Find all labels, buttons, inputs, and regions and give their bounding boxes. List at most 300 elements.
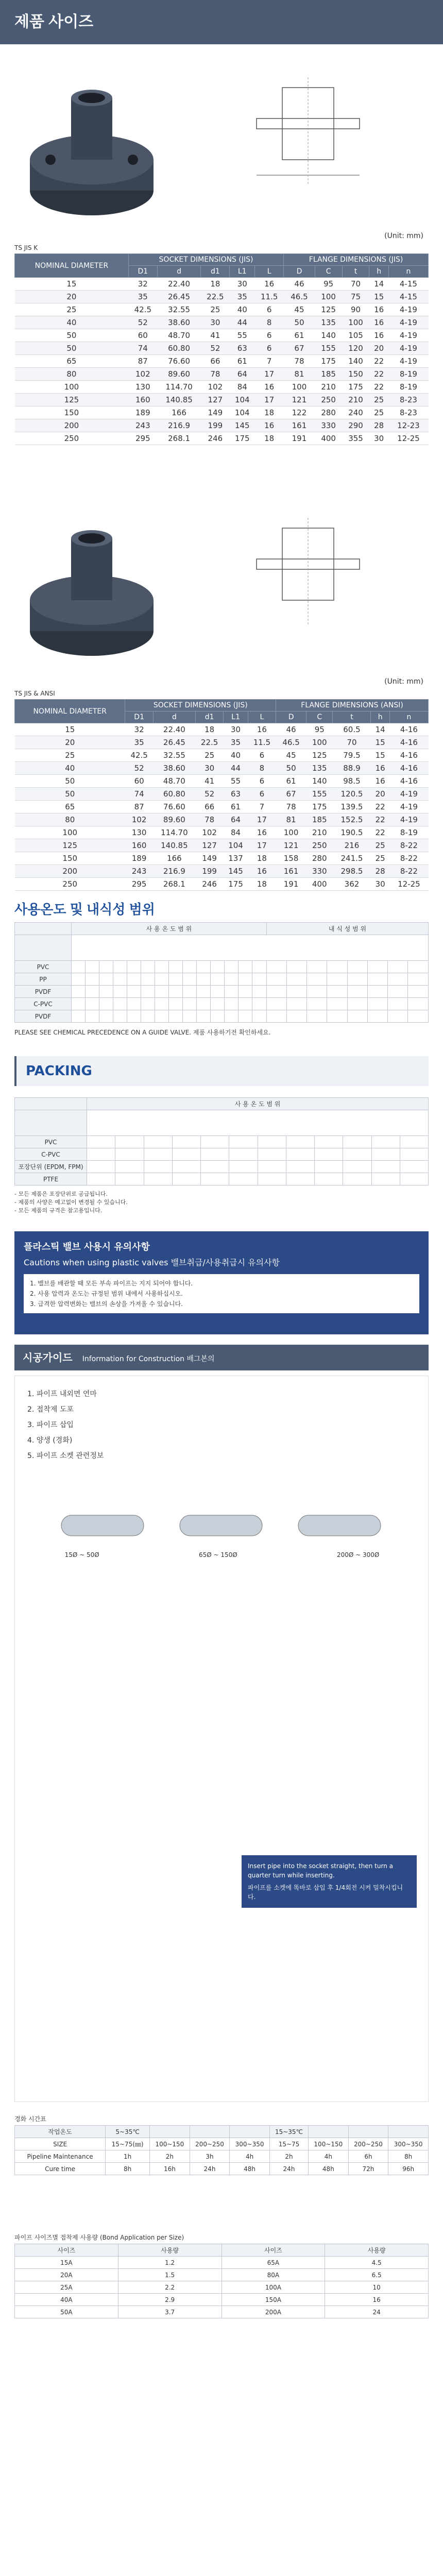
table-cell: 149 (201, 406, 230, 419)
material-label: PVC (15, 961, 72, 973)
col-header: n (389, 711, 428, 723)
header-cell: 사이즈 (15, 2244, 118, 2257)
packing-note: - 모든 제품의 규격은 참고용입니다. (14, 1207, 103, 1214)
angle-labels (15, 1551, 429, 1558)
table-row (15, 723, 429, 736)
table-row (15, 394, 429, 406)
table-cell: 89.60 (157, 368, 201, 381)
packing-table (14, 1097, 429, 1185)
material-label: PVDF (15, 986, 72, 998)
table-cell: 400 (306, 878, 333, 891)
packing-cell (172, 1136, 200, 1148)
header-cell (150, 2126, 190, 2138)
table-cell: 48h (309, 2163, 349, 2175)
packing-cell (371, 1148, 400, 1161)
group-flange-2: FLANGE DIMENSIONS (ANSI) (276, 700, 429, 711)
table-row (15, 355, 429, 368)
table-cell: 104 (230, 406, 255, 419)
table-cell: 61 (284, 329, 315, 342)
table-cell: 4-16 (389, 736, 428, 749)
table-cell: 2.2 (118, 2281, 222, 2294)
table-cell: 149 (195, 852, 223, 865)
table-cell: 48.70 (153, 775, 195, 788)
usage-cell (155, 1010, 169, 1023)
table-cell: 20 (371, 788, 389, 801)
table-cell: 18 (201, 278, 230, 291)
header-cell (309, 2126, 349, 2138)
table-cell: 14 (369, 278, 388, 291)
usage-cell (113, 1010, 127, 1023)
table-cell: 61 (230, 355, 255, 368)
table-cell: 140 (306, 775, 333, 788)
usage-cell (183, 998, 197, 1010)
table-cell: 95 (306, 723, 333, 736)
table-cell: 41 (201, 329, 230, 342)
table-cell: 102 (201, 381, 230, 394)
table-cell: 20 (369, 342, 388, 355)
table-cell: 4-19 (388, 303, 428, 316)
table-cell: 22.40 (153, 723, 195, 736)
usage-cell (86, 986, 99, 998)
usage-cell (307, 973, 327, 986)
table-row (15, 342, 429, 355)
usage-cell (127, 961, 141, 973)
table-cell: 295 (128, 432, 157, 445)
usage-cell (367, 961, 387, 973)
table-cell: 250 (315, 394, 342, 406)
table-cell: 40A (15, 2294, 118, 2306)
table-cell: 46 (284, 278, 315, 291)
bond-table (14, 2244, 429, 2318)
table-cell: 16 (371, 762, 389, 775)
table-cell: 330 (306, 865, 333, 878)
packing-cell (201, 1148, 229, 1161)
table-cell: 4-19 (388, 329, 428, 342)
table-cell: 189 (128, 406, 157, 419)
table-cell: 130 (128, 381, 157, 394)
table-cell: 46.5 (284, 291, 315, 303)
table-cell: 87 (125, 801, 153, 814)
table-cell: 65A (222, 2257, 325, 2269)
table-cell: 125 (15, 394, 129, 406)
packing-cell (115, 1173, 144, 1185)
usage-cell (347, 1010, 367, 1023)
table-cell: 190.5 (333, 826, 371, 839)
table-cell: 246 (195, 878, 223, 891)
table-cell: 240 (342, 406, 369, 419)
construction-callout (242, 1855, 417, 1908)
section-title-size: 제품 사이즈 (0, 0, 443, 44)
table-cell: 81 (276, 814, 306, 826)
caution-box (14, 1231, 429, 1334)
table-row (15, 406, 429, 419)
table-cell: 104 (230, 394, 255, 406)
col-header: d1 (201, 266, 230, 278)
table-cell: 25A (15, 2281, 118, 2294)
usage-cell (287, 986, 307, 998)
col-nominal: NOMINAL DIAMETER (15, 254, 129, 278)
usage-cell (169, 973, 183, 986)
table-cell: 50 (276, 762, 306, 775)
usage-temp-header: 사 용 온 도 범 위 (72, 923, 267, 935)
packing-cell (229, 1161, 258, 1173)
packing-cell (229, 1136, 258, 1148)
table-row (15, 749, 429, 762)
table-cell: 120 (342, 342, 369, 355)
table-cell: SIZE (15, 2138, 106, 2150)
table-cell: 10 (325, 2281, 429, 2294)
usage-cell (408, 961, 429, 973)
table-cell: 166 (153, 852, 195, 865)
usage-cell (155, 961, 169, 973)
table-cell: 8-23 (388, 406, 428, 419)
usage-cell (287, 961, 307, 973)
header-cell: 작업온도 (15, 2126, 106, 2138)
table-cell: 102 (195, 826, 223, 839)
usage-cell (238, 998, 252, 1010)
table-cell: 140 (315, 329, 342, 342)
packing-header: 사 용 온 도 범 위 (87, 1098, 429, 1110)
table-cell: 30 (201, 316, 230, 329)
table-cell: 300~350 (230, 2138, 270, 2150)
table-cell: 100 (284, 381, 315, 394)
usage-cell (367, 1010, 387, 1023)
table-cell: 11.5 (248, 736, 276, 749)
table-cell: Cure time (15, 2163, 106, 2175)
table-row (15, 878, 429, 891)
usage-cell (238, 973, 252, 986)
table-cell: 250 (15, 432, 129, 445)
pipe-cutting-illustration (15, 1495, 429, 1572)
usage-cell (252, 973, 267, 986)
table-cell: 16 (255, 381, 284, 394)
usage-cell (169, 986, 183, 998)
packing-cell (286, 1148, 314, 1161)
table-cell: 25 (369, 406, 388, 419)
table-cell: 70 (342, 278, 369, 291)
table-cell: 100 (306, 736, 333, 749)
drawing-panel-1 (14, 57, 429, 445)
table-cell: 66 (195, 801, 223, 814)
usage-cell (86, 961, 99, 973)
table-cell: 16 (255, 419, 284, 432)
table-cell: 50 (284, 316, 315, 329)
table-cell: 105 (342, 329, 369, 342)
angle-label: 15Ø ~ 50Ø (64, 1551, 99, 1558)
usage-cell (225, 961, 238, 973)
table-cell: 1.5 (118, 2269, 222, 2281)
table-row (15, 852, 429, 865)
table-cell: 50 (15, 342, 129, 355)
table-cell: 18 (255, 406, 284, 419)
table-cell: 158 (276, 852, 306, 865)
table-cell: 4-16 (389, 775, 428, 788)
table-cell: 25 (195, 749, 223, 762)
table-row (15, 865, 429, 878)
table-row (15, 2269, 429, 2281)
table-cell: 140.85 (157, 394, 201, 406)
usage-cell (238, 1010, 252, 1023)
table-cell: 25 (201, 303, 230, 316)
table-cell: 175 (315, 355, 342, 368)
packing-cell (115, 1161, 144, 1173)
table-cell: 22 (371, 826, 389, 839)
usage-cell (183, 986, 197, 998)
table-cell: 30 (230, 278, 255, 291)
flange-illustration-2 (14, 502, 429, 688)
packing-cell (144, 1148, 172, 1161)
table-cell: 161 (276, 865, 306, 878)
table-cell: 100 (15, 381, 129, 394)
table-cell: 140.85 (153, 839, 195, 852)
usage-cell (211, 998, 225, 1010)
table-cell: 16 (369, 303, 388, 316)
table-row (15, 801, 429, 814)
table-cell: 8-19 (388, 381, 428, 394)
col-header: D1 (128, 266, 157, 278)
table-cell: 210 (306, 826, 333, 839)
usage-cell (327, 973, 347, 986)
table-cell: 15 (15, 278, 129, 291)
table-cell: 17 (255, 394, 284, 406)
packing-cell (286, 1136, 314, 1148)
table-cell: 98.5 (333, 775, 371, 788)
usage-cell (225, 986, 238, 998)
table-cell: 32 (128, 278, 157, 291)
header-cell: 사용량 (325, 2244, 429, 2257)
table-cell: 200~250 (348, 2138, 388, 2150)
packing-notes (14, 1190, 429, 1214)
table-cell: 298.5 (333, 865, 371, 878)
usage-cell (347, 998, 367, 1010)
table-cell: 52 (128, 316, 157, 329)
table-cell: 216.9 (153, 865, 195, 878)
table-row (15, 736, 429, 749)
table-cell: 145 (230, 419, 255, 432)
dimension-table-1 (14, 253, 429, 445)
usage-cell (347, 986, 367, 998)
table-cell: 6 (248, 788, 276, 801)
table-cell: 295 (125, 878, 153, 891)
table-cell: 55 (224, 775, 248, 788)
table-cell: 44 (230, 316, 255, 329)
caution-item: 2. 사용 압력과 온도는 규정된 범위 내에서 사용하십시오. (30, 1290, 183, 1297)
table-cell: 16 (255, 278, 284, 291)
table-cell: 300~350 (388, 2138, 429, 2150)
table-cell: 15~75(㎜) (106, 2138, 150, 2150)
table-cell: 125 (306, 749, 333, 762)
table-cell: 22 (369, 355, 388, 368)
table-cell: 28 (369, 419, 388, 432)
construction-subtitle: Information for Construction 배그본의 (82, 1355, 215, 1363)
caution-item: 3. 급격한 압력변화는 밸브의 손상을 가져올 수 있습니다. (30, 1300, 183, 1308)
table-cell: 4-19 (389, 801, 428, 814)
table-cell: 140 (342, 355, 369, 368)
table-cell: 67 (276, 788, 306, 801)
table-cell: 4-15 (388, 278, 428, 291)
usage-cell (169, 961, 183, 973)
packing-title-bar (14, 1056, 429, 1086)
table-cell: 75 (342, 291, 369, 303)
table-cell: 127 (201, 394, 230, 406)
packing-note: - 제품의 사양은 예고없이 변경될 수 있습니다. (14, 1199, 128, 1206)
packing-note: - 모든 제품은 포장단위로 공급됩니다. (14, 1191, 108, 1197)
packing-cell (229, 1148, 258, 1161)
table-cell: 32 (125, 723, 153, 736)
usage-cell (266, 961, 286, 973)
table-cell: 100 (15, 826, 125, 839)
table-cell: 4h (230, 2150, 270, 2163)
table-cell: 38.60 (157, 316, 201, 329)
table-cell: 67 (284, 342, 315, 355)
table-cell: 250 (15, 878, 125, 891)
table-cell: 12-25 (389, 878, 428, 891)
usage-cell (197, 986, 211, 998)
table-cell: 24h (190, 2163, 230, 2175)
table-cell: 44 (224, 762, 248, 775)
table-cell: 61 (224, 801, 248, 814)
table-cell: 22 (369, 381, 388, 394)
table-cell: 4-19 (388, 342, 428, 355)
packing-cell (400, 1148, 428, 1161)
packing-cell (343, 1161, 371, 1173)
table-cell: 120.5 (333, 788, 371, 801)
table-cell: 210 (342, 394, 369, 406)
packing-cell (87, 1173, 115, 1185)
table-cell: 2h (269, 2150, 308, 2163)
packing-table-box (14, 1097, 429, 1216)
usage-cell (169, 998, 183, 1010)
table-cell: 20 (15, 291, 129, 303)
table-cell: 15 (369, 291, 388, 303)
table-cell: 125 (315, 303, 342, 316)
packing-cell (144, 1173, 172, 1185)
col-header: D (276, 711, 306, 723)
table-row (15, 419, 429, 432)
col-header: L1 (224, 711, 248, 723)
packing-row (15, 1148, 429, 1161)
table-cell: 15 (15, 723, 125, 736)
table-cell: 2h (150, 2150, 190, 2163)
table-cell: 243 (128, 419, 157, 432)
table-cell: 114.70 (153, 826, 195, 839)
header-cell: 5~35℃ (106, 2126, 150, 2138)
table-row (15, 291, 429, 303)
table-cell: 16 (325, 2294, 429, 2306)
table-cell: 66 (201, 355, 230, 368)
table-cell: 4-19 (389, 814, 428, 826)
caution-title: 플라스틱 밸브 사용시 유의사항 (24, 1242, 150, 1252)
usage-row (15, 998, 429, 1010)
usage-cell (183, 1010, 197, 1023)
table-cell: 6 (255, 342, 284, 355)
usage-cell (141, 961, 155, 973)
table-cell: 24h (269, 2163, 308, 2175)
packing-label: PVC (15, 1136, 87, 1148)
table-row (15, 2257, 429, 2269)
table-cell: 22.5 (195, 736, 223, 749)
table-cell: 122 (284, 406, 315, 419)
usage-row (15, 961, 429, 973)
flange-drawing-1 (14, 57, 429, 242)
table-cell: 121 (276, 839, 306, 852)
table-cell: 8-22 (389, 865, 428, 878)
table-cell: 152.5 (333, 814, 371, 826)
col-header: C (315, 266, 342, 278)
table-row (15, 2163, 429, 2175)
usage-cell (141, 986, 155, 998)
table-cell: 60.80 (153, 788, 195, 801)
table-cell: Pipeline Maintenance (15, 2150, 106, 2163)
table-cell: 41 (195, 775, 223, 788)
usage-cell (99, 961, 113, 973)
table-cell: 8 (255, 316, 284, 329)
table-cell: 166 (157, 406, 201, 419)
packing-cell (400, 1161, 428, 1173)
table-cell: 330 (315, 419, 342, 432)
usage-cell (408, 998, 429, 1010)
table-cell: 160 (128, 394, 157, 406)
table-cell: 4-16 (389, 749, 428, 762)
table-row (15, 2281, 429, 2294)
table-cell: 175 (342, 381, 369, 394)
usage-cell (408, 1010, 429, 1023)
table-cell: 48h (230, 2163, 270, 2175)
table-cell: 22 (369, 368, 388, 381)
packing-cell (258, 1136, 286, 1148)
table-cell: 150A (222, 2294, 325, 2306)
table-cell: 4-19 (389, 788, 428, 801)
table-cell: 210 (315, 381, 342, 394)
usage-cell (252, 961, 267, 973)
table-cell: 268.1 (153, 878, 195, 891)
usage-cell (266, 986, 286, 998)
usage-cell (388, 973, 408, 986)
usage-cell (155, 998, 169, 1010)
table-cell: 60 (125, 775, 153, 788)
table-cell: 8-22 (389, 839, 428, 852)
table-cell: 18 (195, 723, 223, 736)
table-cell: 52 (195, 788, 223, 801)
table-cell: 3h (190, 2150, 230, 2163)
table-cell: 4-19 (388, 355, 428, 368)
usage-cell (99, 973, 113, 986)
usage-cell (127, 973, 141, 986)
table-cell: 135 (315, 316, 342, 329)
table-cell: 78 (276, 801, 306, 814)
table-cell: 8-19 (389, 826, 428, 839)
cure-table-box (14, 2112, 429, 2221)
usage-cell (183, 961, 197, 973)
table-cell: 155 (306, 788, 333, 801)
table-cell: 100~150 (150, 2138, 190, 2150)
col-header: L (255, 266, 284, 278)
usage-cell (408, 973, 429, 986)
packing-cell (172, 1148, 200, 1161)
usage-cell (99, 998, 113, 1010)
usage-corner (15, 923, 72, 935)
table-cell: 74 (128, 342, 157, 355)
table-cell: 32.55 (153, 749, 195, 762)
table-row (15, 814, 429, 826)
table-cell: 114.70 (157, 381, 201, 394)
table-cell: 40 (224, 749, 248, 762)
table-cell: 150 (15, 852, 125, 865)
packing-cell (400, 1136, 428, 1148)
usage-cell (266, 973, 286, 986)
construction-step: 3. 파이프 삽입 (27, 1421, 74, 1429)
table-cell: 81 (284, 368, 315, 381)
